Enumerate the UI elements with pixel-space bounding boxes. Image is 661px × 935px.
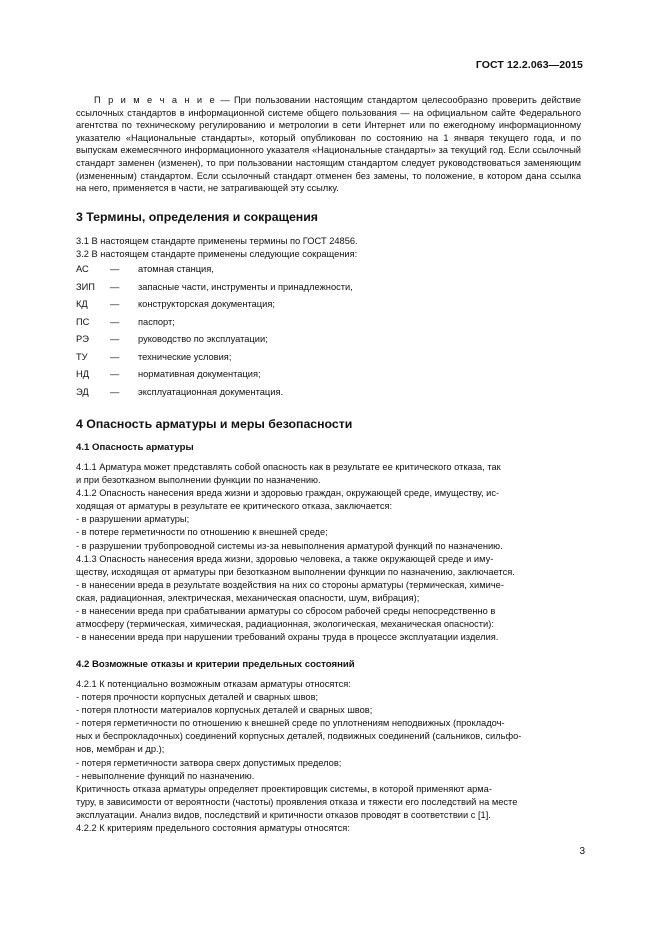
abbreviation-code: КД — [76, 299, 88, 309]
abbreviation-dash: — — [110, 351, 120, 362]
text-line: 4.2.1 К потенциально возможным отказам арматуры относятся: — [76, 679, 351, 689]
abbreviation-code: ЭД — [76, 386, 89, 397]
abbreviation-code: ЗИП — [76, 281, 95, 292]
subsection-4-1-text — [76, 461, 581, 644]
note-label: П р и м е ч а н и е — [94, 95, 217, 105]
text-line: туру, в зависимости от вероятности (частоты) проявления отказа и тяжести его последствий на месте — [76, 796, 518, 807]
page-number: 3 — [579, 846, 585, 857]
abbreviation-dash: — — [110, 264, 120, 274]
abbreviation-dash: — — [110, 299, 120, 309]
section-3-intro — [76, 235, 581, 260]
text-line: ществу, исходящая от арматуры при безотказном выполнении функции по назначению, заключается. — [76, 566, 515, 577]
note-text: — При пользовании настоящим стандартом целесообразно проверить действие ссылочных стандартов в информационной системе общего пользования — на официальном сайте Федерального агентства по техническому регулированию и метрологии в сети Интернет или по ежегодному информационному указателю «Национальные стандарты», который опубликован по состоянию на 1 января текущего года, и по выпускам ежемесячного информационного указателя «Национальные стандарты» за текущий год. Если ссылочный стандарт заменен (изменен), то при пользовании настоящим стандартом следует руководствоваться заменяющим (измененным) стандартом. Если ссылочный стандарт отменен без замены, то положение, в котором дана ссылка на него, применяется в части, не затрагивающей эту ссылку. — [76, 95, 581, 194]
subsection-4-2-text — [76, 678, 581, 835]
text-line: - в потере герметичности по отношению к внешней среде; — [76, 527, 328, 538]
abbreviation-dash: — — [110, 281, 120, 292]
abbreviation-definition: руководство по эксплуатации; — [138, 334, 268, 344]
text-line: ская, радиационная, электрическая, механическая опасности, шум, вибрация); — [76, 592, 420, 603]
text-line: - потеря герметичности затвора сверх допустимых пределов; — [76, 757, 342, 768]
abbreviation-dash: — — [110, 334, 120, 344]
text-line: 4.1.1 Арматура может представлять собой опасность как в результате ее критического отказа, так — [76, 462, 501, 472]
abbreviation-definition: нормативная документация; — [138, 369, 261, 379]
abbreviation-list — [76, 264, 581, 404]
abbreviation-code: РЭ — [76, 334, 89, 344]
text-line: - потеря плотности материалов корпусных деталей и сварных швов; — [76, 705, 373, 716]
text-line: - потеря прочности корпусных деталей и сварных швов; — [76, 692, 319, 703]
text-line: 4.2.2 К критериям предельного состояния арматуры относятся: — [76, 823, 350, 834]
text-line: атмосферу (термическая, химическая, радиационная, экологическая, механическая опасности): — [76, 619, 494, 630]
note-block — [76, 94, 581, 195]
abbreviation-dash: — — [110, 316, 120, 327]
text-line: ходящая от арматуры в результате ее критического отказа, заключается: — [76, 501, 393, 512]
text-line: - в разрушении трубопроводной системы из-за невыполнения арматурой функций по назначению. — [76, 540, 503, 551]
section-3-title: 3 Термины, определения и сокращения — [76, 210, 318, 224]
paragraph-3-1: 3.1 В настоящем стандарте применены термины по ГОСТ 24856. — [76, 236, 358, 246]
abbreviation-dash: — — [110, 386, 120, 397]
text-line: и при безотказном выполнении функции по назначению. — [76, 475, 321, 486]
abbreviation-code: НД — [76, 369, 90, 379]
text-line: - потеря герметичности по отношению к внешней среде по уплотнениям неподвижных (прокладоч- — [76, 718, 505, 729]
abbreviation-code: ТУ — [76, 351, 88, 362]
paragraph-3-2: 3.2 В настоящем стандарте применены следующие сокращения: — [76, 248, 358, 259]
text-line: нов, мембран и др.); — [76, 744, 165, 755]
text-line: ных и беспрокладочных) соединений корпусных деталей, подвижных соединений (сальников, сильфо- — [76, 731, 522, 742]
text-line: - в нанесении вреда в результате воздействия на них со стороны арматуры (термическая, химиче- — [76, 579, 504, 590]
text-line: Критичность отказа арматуры определяет проектировщик системы, в которой применяют арма- — [76, 783, 492, 794]
abbreviation-definition: паспорт; — [138, 316, 175, 327]
text-line: - в разрушении арматуры; — [76, 514, 190, 525]
text-line: 4.1.3 Опасность нанесения вреда жизни, здоровью человека, а также окружающей среде и иму- — [76, 553, 494, 564]
subsection-4-1-title: 4.1 Опасность арматуры — [76, 442, 194, 453]
abbreviation-definition: запасные части, инструменты и принадлежности, — [138, 281, 353, 292]
document-code-header: ГОСТ 12.2.063—2015 — [475, 59, 583, 71]
abbreviation-definition: технические условия; — [138, 351, 232, 362]
abbreviation-definition: эксплуатационная документация. — [138, 386, 284, 397]
abbreviation-dash: — — [110, 369, 120, 379]
abbreviation-code: ПС — [76, 316, 90, 327]
text-line: эксплуатации. Анализ видов, последствий и критичности отказов проводят в соответствии с [1]. — [76, 809, 491, 820]
text-line: - в нанесении вреда при нарушении требований охраны труда в процессе эксплуатации изделия. — [76, 632, 499, 643]
subsection-4-2-title: 4.2 Возможные отказы и критерии предельных состояний — [76, 659, 355, 670]
abbreviation-code: АС — [76, 264, 89, 274]
text-line: - невыполнение функций по назначению. — [76, 770, 255, 781]
text-line: 4.1.2 Опасность нанесения вреда жизни и здоровью граждан, окружающей среде, имуществу, ис- — [76, 488, 500, 499]
abbreviation-definition: атомная станция, — [138, 264, 214, 274]
text-line: - в нанесении вреда при срабатывании арматуры со сбросом рабочей среды непосредственно в — [76, 606, 496, 617]
abbreviation-definition: конструкторская документация; — [138, 299, 275, 309]
section-4-title: 4 Опасность арматуры и меры безопасности — [76, 417, 353, 431]
